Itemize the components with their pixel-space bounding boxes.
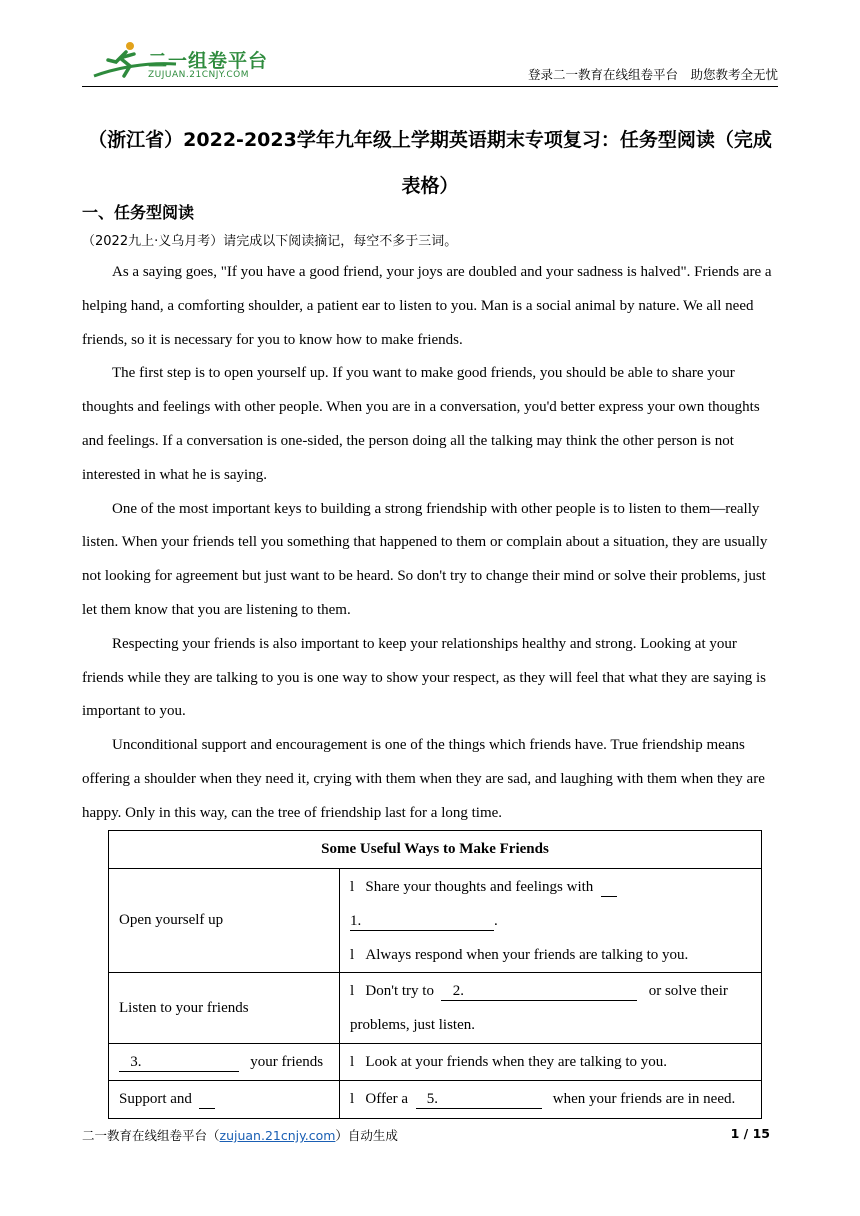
row4-label-text: Support and — [119, 1091, 192, 1107]
question-source: （2022九上·义乌月考）请完成以下阅读摘记，每空不多于三词。 — [82, 234, 458, 249]
logo-text: 二一组卷平台 — [148, 50, 269, 72]
paragraph-2: The first step is to open yourself up. If you want to make good friends, you should be able to share your thoughts and feelings with other people. When you are in a conversation, you'd better express your own thoughts and feelings. If a conversation is one-sided, the person doing all the talking may think the other person is not interested in what he is saying. — [82, 365, 760, 483]
footer-source — [82, 1126, 398, 1144]
row4-content — [340, 1081, 762, 1119]
header-divider — [82, 86, 778, 87]
paragraph-4: Respecting your friends is also important to keep your relationships healthy and strong. Looking at your friends while they are talking to you is one way to show your respect, as they will feel that what they are saying is important to you. — [82, 635, 766, 720]
row3-label-text: your friends — [250, 1053, 324, 1070]
row2-content — [340, 973, 762, 1044]
logo-subtext: ZUJUAN.21CNJY.COM — [148, 70, 250, 80]
paragraph-1: As a saying goes, "If you have a good friend, your joys are doubled and your sadness is halved". Friends are a helping hand, a comforting shoulder, a patient ear to listen to you. Man is a social animal by nature. We all need friends, so it is necessary for you to know how to make friends. — [82, 264, 772, 348]
row4-pre: Offer a — [365, 1091, 409, 1107]
row1-label: Open yourself up — [109, 869, 340, 973]
row4-label — [109, 1081, 340, 1119]
table-heading: Some Useful Ways to Make Friends — [109, 831, 762, 869]
row3-text: Look at your friends when they are talking to you. — [365, 1053, 668, 1070]
page-number: 1 / 15 — [730, 1126, 770, 1141]
ways-table — [108, 830, 762, 1119]
bullet: l — [350, 983, 355, 999]
footer-pre: 二一教育在线组卷平台（ — [82, 1128, 220, 1143]
footer-post: ）自动生成 — [335, 1128, 398, 1143]
row2-label: Listen to your friends — [109, 973, 340, 1044]
blank-5-number: 5. — [426, 1091, 439, 1107]
blank-lead — [601, 878, 617, 897]
bullet: l — [350, 946, 355, 963]
row2-pre: Don't try to — [365, 983, 434, 999]
answer-blank-5[interactable] — [416, 1090, 542, 1109]
header-slogan: 登录二一教育在线组卷平台 助您教考全无忧 — [527, 67, 778, 82]
answer-blank-3[interactable] — [119, 1053, 239, 1072]
bullet: l — [350, 878, 355, 895]
answer-blank-4[interactable] — [199, 1090, 215, 1109]
answer-blank-2[interactable] — [441, 982, 637, 1001]
row3-content — [340, 1044, 762, 1081]
document-title: （浙江省）2022-2023学年九年级上学期英语期末专项复习：任务型阅读（完成表格） — [88, 129, 772, 197]
blank-1-number: 1. — [350, 912, 362, 929]
paragraph-5: Unconditional support and encouragement is one of the things which friends have. True friendship means offering a shoulder when they need it, crying with them when they are sad, and laughing with them when they are happy. Only in this way, can the tree of friendship last for a long time. — [82, 737, 765, 821]
bullet: l — [350, 1091, 355, 1107]
paragraph-3: One of the most important keys to building a strong friendship with other people is to listen to them—really listen. When your friends tell you something that happened to them or complain about a situation, they are usually not looking for agreement but just want to be heard. So don't try to change their mind or solve their problems, just let them know that you are listening to them. — [82, 500, 768, 618]
row4-post: when your friends are in need. — [552, 1091, 736, 1107]
answer-blank-1[interactable] — [350, 912, 494, 931]
section-heading: 一、任务型阅读 — [82, 203, 195, 222]
row2-cont: problems, just listen. — [350, 1017, 475, 1033]
row1-line1: Share your thoughts and feelings with — [365, 878, 594, 895]
bullet: l — [350, 1053, 355, 1070]
blank-3-number: 3. — [130, 1053, 142, 1070]
reading-passage — [82, 256, 778, 831]
row1-line2: Always respond when your friends are talking to you. — [365, 946, 689, 963]
row3-label — [109, 1044, 340, 1081]
row2-post: or solve their — [648, 983, 728, 999]
row1-content: l Share your thoughts and feelings with 1. . l Always respond when your friends are talking to you. — [340, 869, 762, 973]
footer-link[interactable]: zujuan.21cnjy.com — [219, 1128, 336, 1143]
blank-2-number: 2. — [452, 983, 464, 999]
